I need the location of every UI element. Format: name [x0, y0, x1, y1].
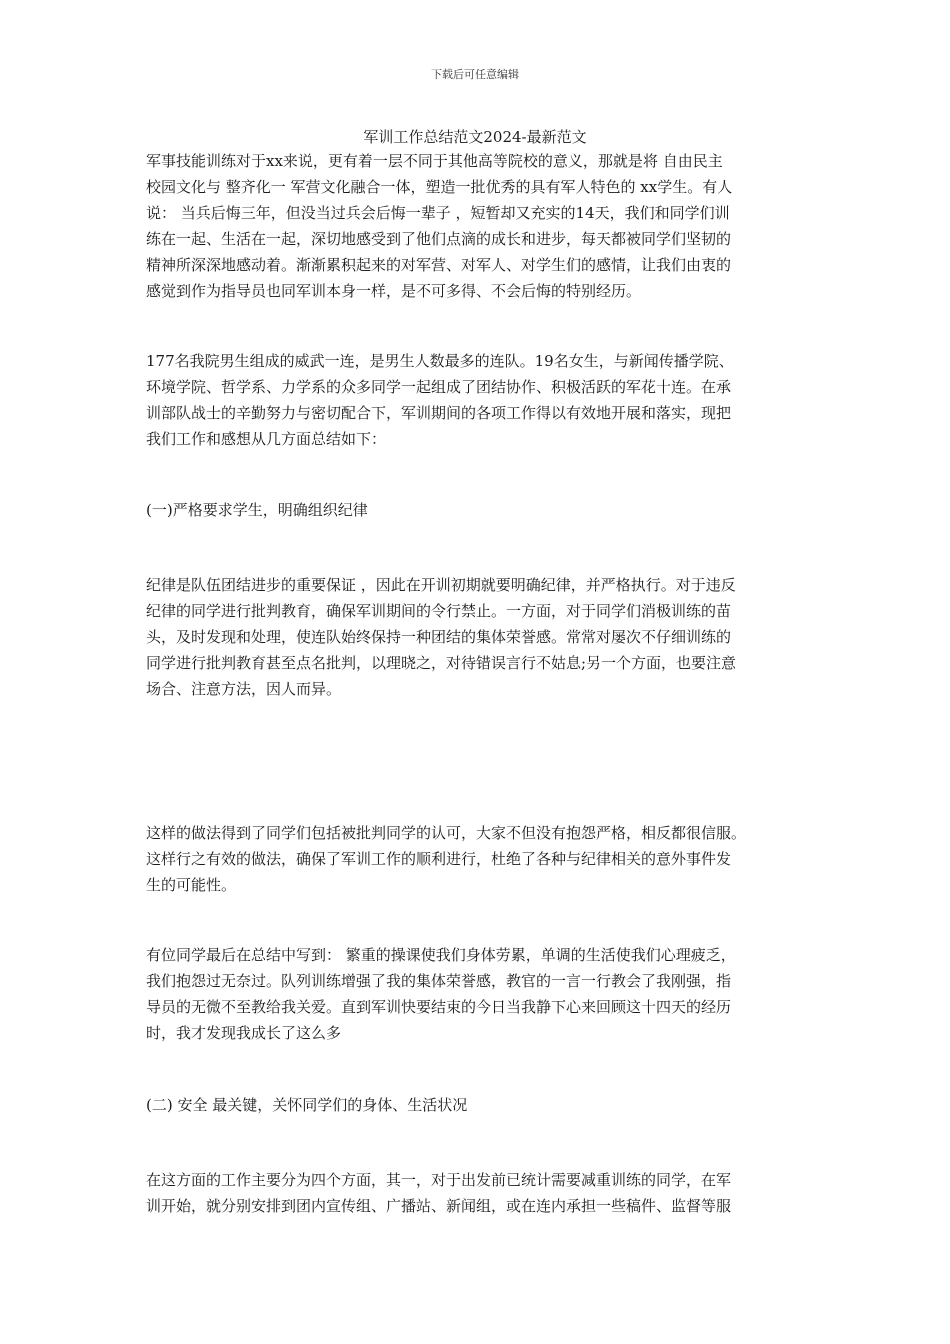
paragraph-companies: 177名我院男生组成的威武一连，是男生人数最多的连队。19名女生，与新闻传播学院、 环境学院、哲学系、力学系的众多同学一起组成了团结协作、积极活跃的军花十连。在承 训部队战士的辛勤努力与密切配合下，军训期间的各项工作得以有效地开展和落实，现把 我们工作和感想从几方面总结如下：: [146, 352, 734, 448]
paragraph-discipline: 纪律是队伍团结进步的重要保证 ，因此在开训初期就要明确纪律，并严格执行。对于违反 纪律的同学进行批判教育，确保军训期间的令行禁止。一方面，对于同学们消极训练的苗 头，及时发现和处理，使连队始终保持一种团结的集体荣誉感。常常对屡次不仔细训练的 同学进行批判教育甚至点名批判，以理晓之，对待错误言行不姑息;另一个方面，也要注意 场合、注意方法，因人而异。: [146, 576, 737, 698]
header-note: 下载后可任意编辑: [431, 68, 519, 81]
page-title: 军训工作总结范文2024-最新范文: [363, 128, 587, 146]
paragraph-safety: 在这方面的工作主要分为四个方面，其一，对于出发前已统计需要减重训练的同学，在军 训开始，就分别安排到团内宣传组、广播站、新闻组，或在连内承担一些稿件、监督等服: [146, 1171, 732, 1215]
paragraph-reflection: 有位同学最后在总结中写到： 繁重的操课使我们身体劳累，单调的生活使我们心理疲乏， 我们抱怨过无奈过。队列训练增强了我的集体荣誉感，教官的一言一行教会了我刚强，指 导员的无微不至教给我关爱。直到军训快要结束的今日当我静下心来回顾这十四天的经历 时，我才发现我成长了这么多: [146, 946, 736, 1042]
paragraph-intro: 军事技能训练对于xx来说，更有着一层不同于其他高等院校的意义，那就是将 自由民主 校园文化与 整齐化一 军营文化融合一体，塑造一批优秀的具有军人特色的 xx学生。有人 说： 当兵后悔三年，但没当过兵会后悔一辈子 ，短暂却又充实的14天，我们和同学们训 练在一起、生活在一起，深切地感受到了他们点滴的成长和进步，每天都被同学们坚韧的 精神所深深地感动着。渐渐累积起来的对军营、对军人、对学生们的感情，让我们由衷的 感觉到作为指导员也同军训本身一样，是不可多得、不会后悔的特别经历。: [146, 152, 733, 300]
paragraph-approval: 这样的做法得到了同学们包括被批判同学的认可，大家不但没有抱怨严格，相反都很信服。 这样行之有效的做法，确保了军训工作的顺利进行，杜绝了各种与纪律相关的意外事件发 生的可能性。: [146, 824, 747, 894]
section-heading-discipline: (一)严格要求学生，明确组织纪律: [146, 501, 368, 519]
section-heading-safety: (二) 安全 最关键，关怀同学们的身体、生活状况: [146, 1096, 468, 1114]
